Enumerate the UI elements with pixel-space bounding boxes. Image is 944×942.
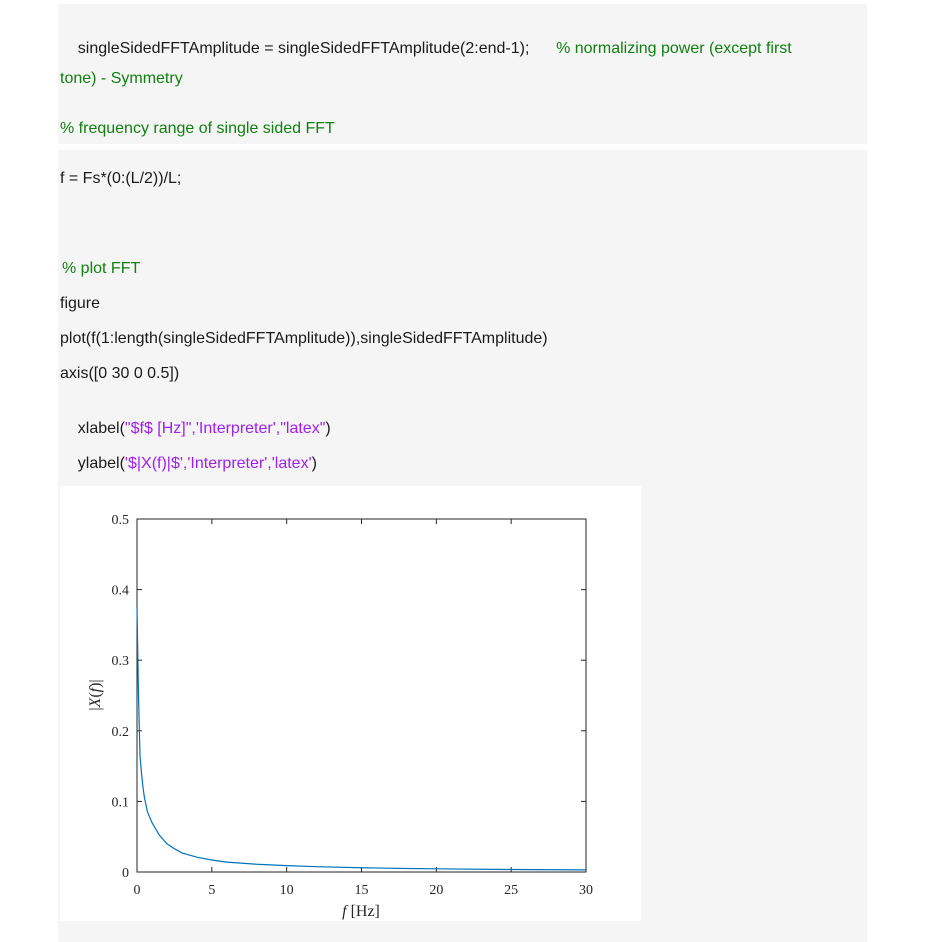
ylabel-string: '$|X(f)|$','Interpreter','latex' — [124, 455, 312, 472]
y-tick-label: 0.3 — [111, 654, 129, 670]
xlabel-string: "$f$ [Hz]",'Interpreter',"latex" — [124, 420, 326, 437]
x-tick-label: 5 — [208, 883, 216, 898]
y-tick-label: 0 — [122, 866, 129, 881]
code-block-1 — [58, 4, 867, 144]
y-tick-label: 0.5 — [111, 513, 129, 528]
code-line-ylabel: ylabel('$|X(f)|$','Interpreter','latex') — [77, 455, 317, 472]
x-tick-label: 25 — [504, 883, 519, 898]
x-tick-label: 0 — [133, 883, 141, 898]
x-tick-label: 30 — [579, 883, 593, 898]
x-axis-label: f [Hz] — [342, 903, 380, 920]
plot-axes-box — [137, 519, 586, 872]
y-tick-label: 0.4 — [111, 583, 129, 599]
code-line-plot-comment: % plot FFT — [62, 260, 141, 277]
fft-plot — [60, 486, 641, 921]
code-comment: % normalizing power (except first — [556, 40, 792, 57]
code-line-figure: figure — [60, 295, 101, 312]
y-tick-label: 0.1 — [111, 795, 129, 811]
code-line-plot: plot(f(1:length(singleSidedFFTAmplitude)),singleSidedFFTAmplitude) — [60, 330, 548, 347]
x-tick-label: 20 — [429, 883, 444, 898]
x-tick-label: 15 — [354, 883, 369, 898]
figure-output — [60, 486, 641, 921]
code-line-xlabel: xlabel("$f$ [Hz]",'Interpreter',"latex") — [77, 420, 331, 437]
y-tick-label: 0.2 — [111, 724, 129, 740]
code-line-freq: f = Fs*(0:(L/2))/L; — [60, 170, 182, 187]
code-line-2: tone) - Symmetry — [60, 70, 183, 87]
x-tick-label: 10 — [279, 883, 294, 898]
code-line-3: % frequency range of single sided FFT — [60, 120, 335, 137]
y-axis-label: |X(f)| — [87, 679, 104, 711]
code-line-axis: axis([0 30 0 0.5]) — [60, 365, 180, 382]
code-text: singleSidedFFTAmplitude = singleSidedFFTAmplitude(2:end-1); — [77, 40, 530, 57]
